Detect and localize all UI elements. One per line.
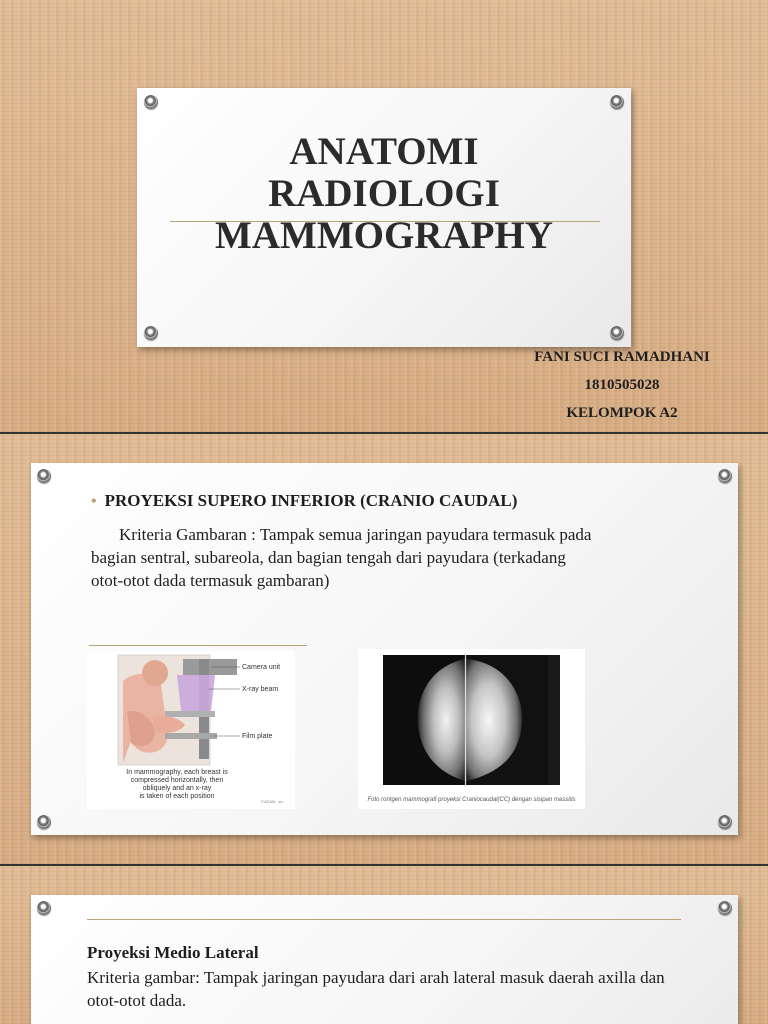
bullet-text: PROYEKSI SUPERO INFERIOR (CRANIO CAUDAL) <box>104 491 518 510</box>
slide-2 <box>0 434 768 864</box>
figure-label: Camera unit <box>242 664 281 671</box>
figure-caption-line: In mammography, each breast is <box>126 769 228 776</box>
screw-icon <box>144 326 158 340</box>
author-name: FANI SUCI RAMADHANI <box>534 349 710 365</box>
figure-label: Film plate <box>242 733 273 740</box>
presentation-title <box>137 131 631 257</box>
slide-1 <box>0 0 768 432</box>
illustration-drawing <box>87 651 295 809</box>
title-card <box>137 88 631 347</box>
criteria-text: Kriteria gambar: Tampak jaringan payudara dari arah lateral masuk daerah axilla dan otot-otot dada. <box>87 968 665 1010</box>
section-divider <box>89 645 307 646</box>
figure-caption-line: obliquely and an x-ray <box>142 785 212 792</box>
screw-icon <box>37 469 51 483</box>
section-divider <box>87 919 681 920</box>
screw-icon <box>718 901 732 915</box>
figure-copyright: ©ADAM, Inc. <box>261 799 285 804</box>
figure-label: X-ray beam <box>242 686 279 693</box>
criteria-text: Kriteria Gambaran : Tampak semua jaringan payudara termasuk pada bagian sentral, subareola, dan bagian tengah dari payudara (terkadang otot-otot dada termasuk gambaran) <box>91 525 592 590</box>
content-card <box>31 463 738 835</box>
screw-icon <box>718 815 732 829</box>
xray-drawing <box>358 649 585 809</box>
section-heading: Proyeksi Medio Lateral <box>87 943 259 962</box>
figure-caption-line: compressed horizontally, then <box>130 777 224 784</box>
title-line: ANATOMI <box>289 130 479 173</box>
screw-icon <box>37 815 51 829</box>
slide-3 <box>0 866 768 1024</box>
figure-caption-line: is taken of each position <box>139 793 215 800</box>
screw-icon <box>610 326 624 340</box>
title-line: RADIOLOGI <box>268 172 500 215</box>
author-id: 1810505028 <box>584 377 660 393</box>
screw-icon <box>718 469 732 483</box>
author-group: KELOMPOK A2 <box>566 405 678 421</box>
screw-icon <box>37 901 51 915</box>
screw-icon <box>610 95 624 109</box>
title-line: MAMMOGRAPHY <box>215 214 553 257</box>
mammography-illustration <box>87 651 295 809</box>
craniocaudal-xray-image <box>358 649 585 809</box>
xray-caption: Foto rontgen mammografi proyeksi Craniocaudal(CC) dengan sisipan massitis <box>367 797 576 803</box>
bullet-icon: • <box>91 493 97 510</box>
content-card <box>31 895 738 1024</box>
bullet-heading <box>91 491 517 511</box>
screw-icon <box>144 95 158 109</box>
